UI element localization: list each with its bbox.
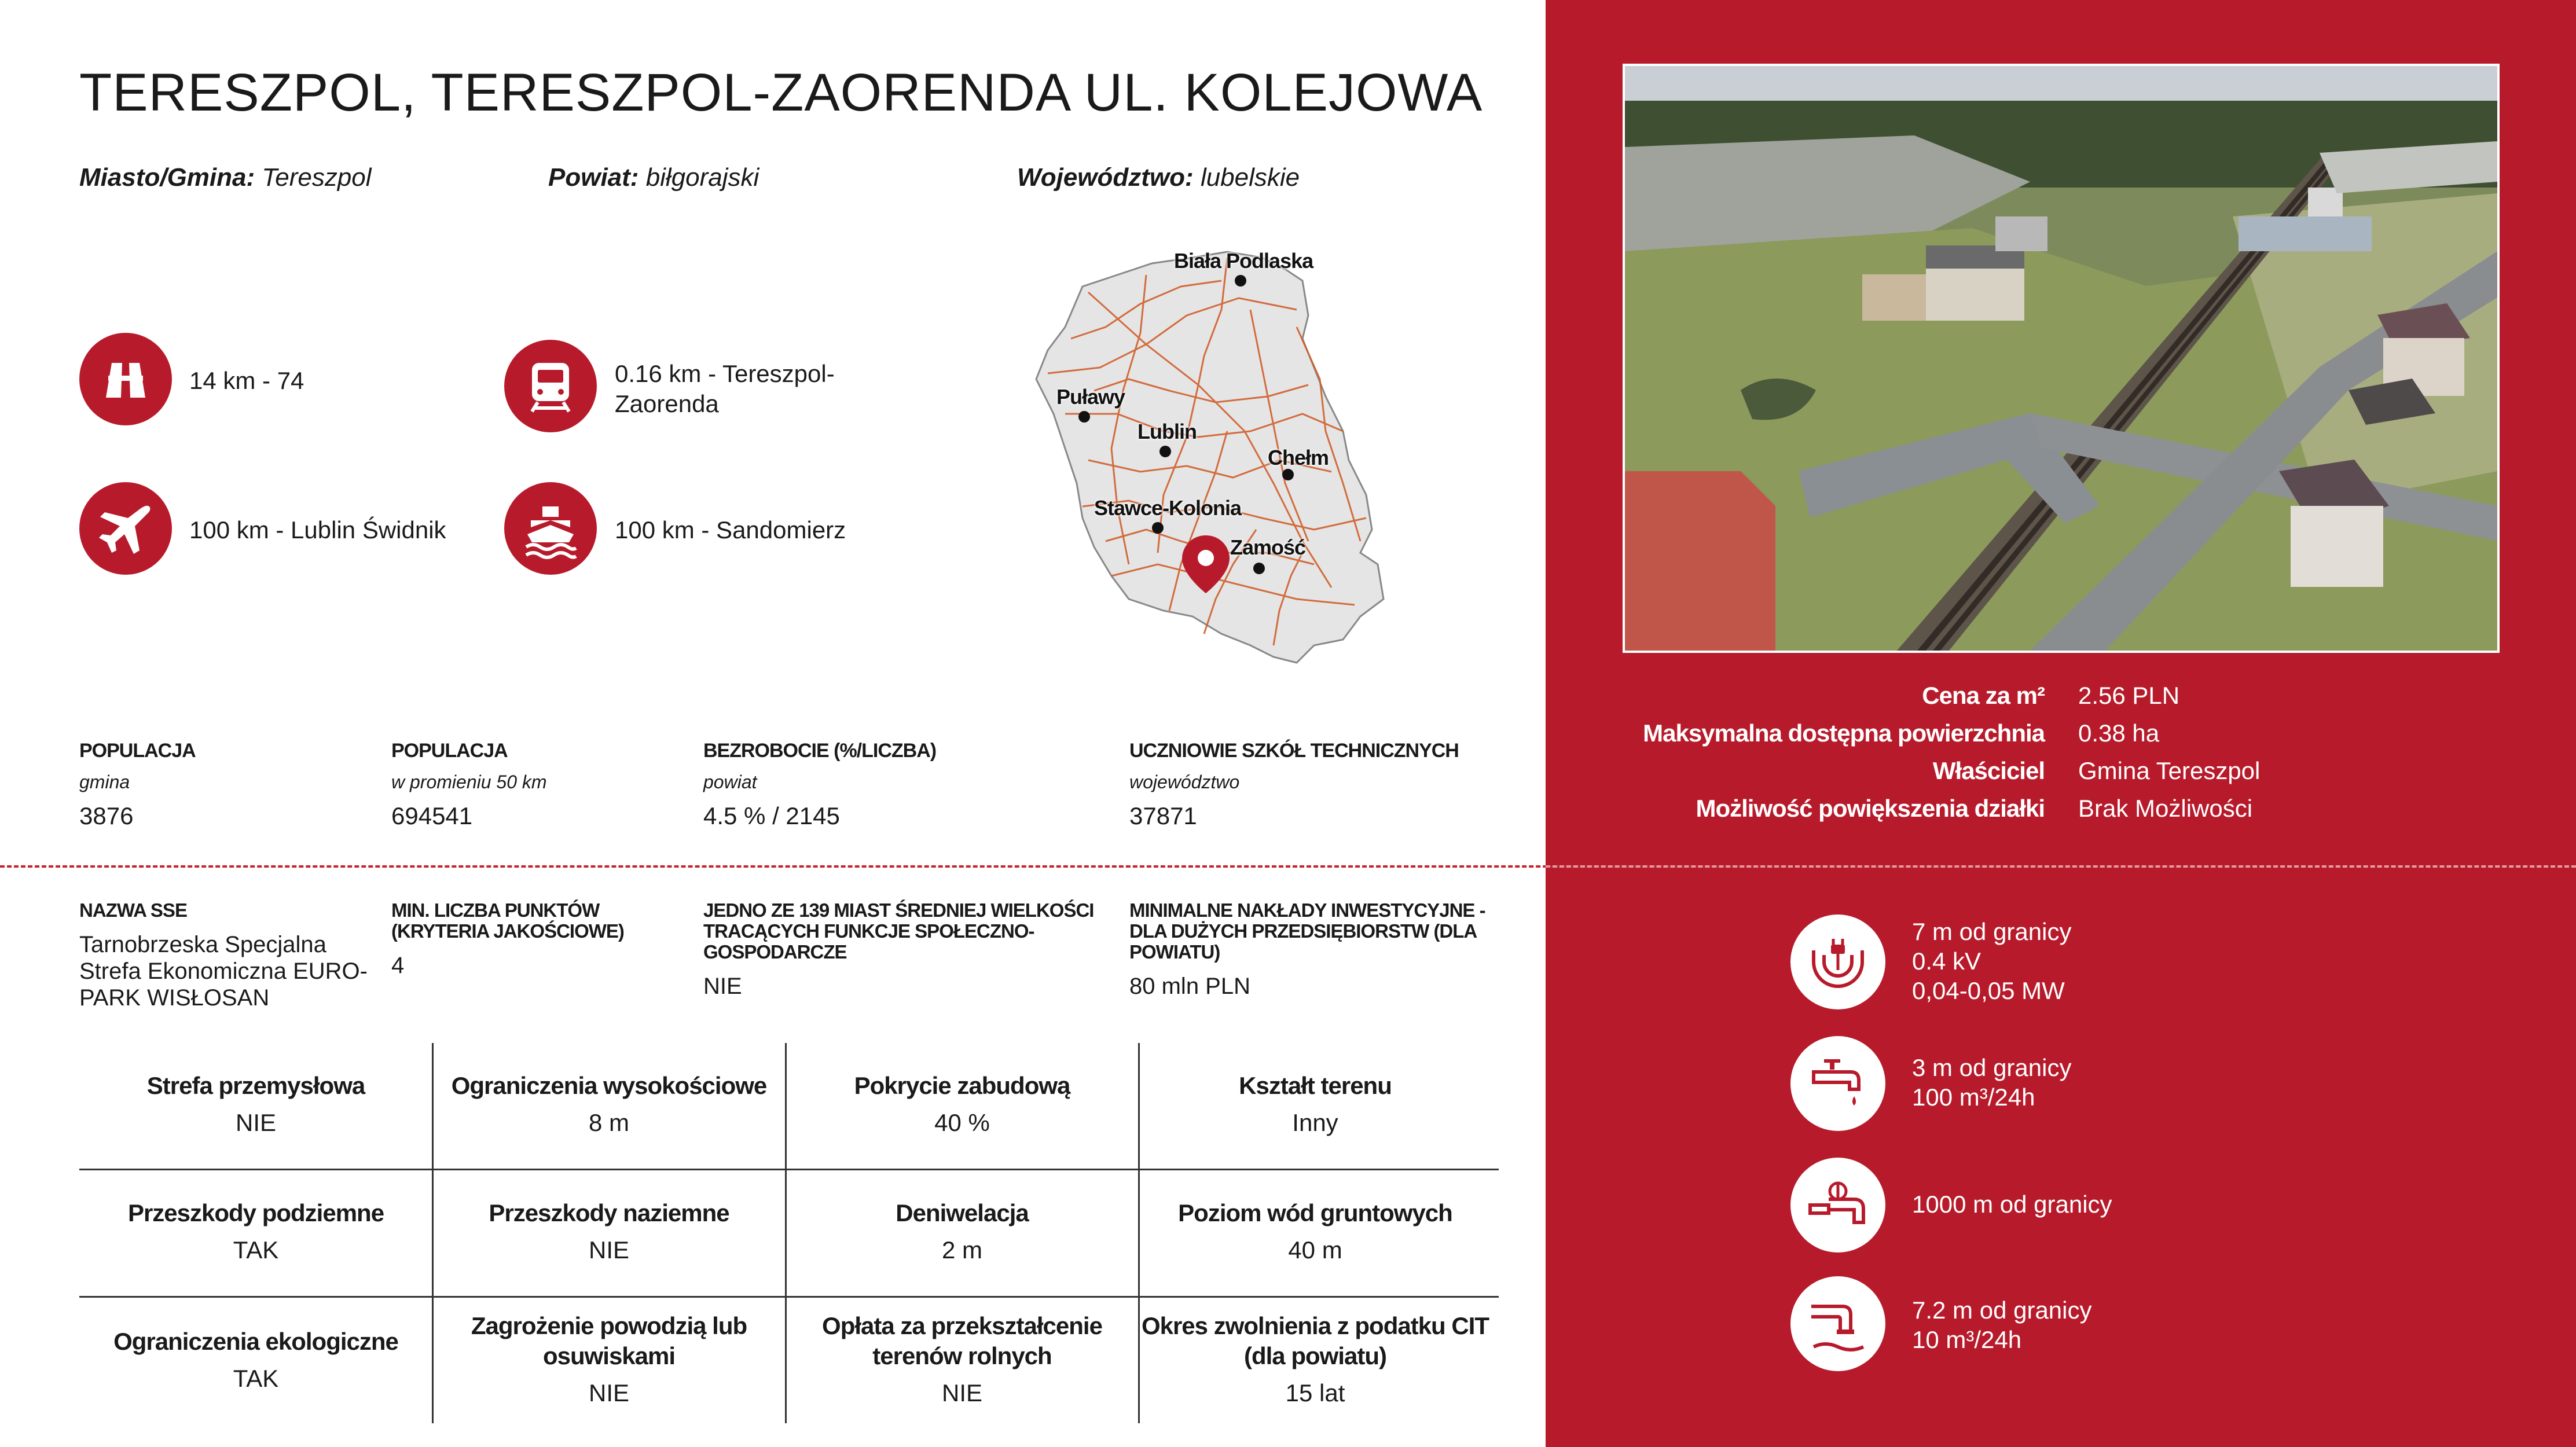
stat-value: 694541 <box>391 802 473 829</box>
utility-line: 1000 m od granicy <box>1912 1191 2112 1218</box>
param-label: Strefa przemysłowa <box>146 1072 365 1099</box>
param-value: NIE <box>588 1379 629 1406</box>
param-value: 40 % <box>934 1109 990 1136</box>
plot-expansion-value: Brak Możliwości <box>2078 795 2253 822</box>
param-agricultural-fee <box>786 1311 1139 1408</box>
utility-line: 10 m³/24h <box>1912 1326 2022 1353</box>
stat-value: 37871 <box>1129 802 1197 829</box>
sez-medium-cities <box>703 900 1109 1000</box>
utility-line: 0,04-0,05 MW <box>1912 977 2065 1004</box>
param-value: NIE <box>941 1379 982 1406</box>
plot-area-label: Maksymalna dostępna powierzchnia <box>1643 719 2045 747</box>
param-underground-obstacles <box>79 1198 432 1265</box>
sez-header: MIN. LICZBA PUNKTÓW (KRYTERIA JAKOŚCIOWE) <box>391 899 624 942</box>
transport-airport-text: 100 km - Lublin Świdnik <box>189 516 446 543</box>
utility-line: 0.4 kV <box>1912 947 1981 975</box>
sez-name <box>79 900 375 1011</box>
utility-line: 7 m od granicy <box>1912 918 2072 945</box>
param-label: Przeszkody naziemne <box>489 1199 729 1226</box>
sez-header: MINIMALNE NAKŁADY INWESTYCYJNE - DLA DUŻYCH PRZEDSIĘBIORSTW (DLA POWIATU) <box>1129 899 1485 963</box>
param-building-coverage <box>786 1071 1139 1138</box>
utility-line: 100 m³/24h <box>1912 1084 2035 1111</box>
city-stawce-kolonia: Stawce-Kolonia <box>1094 496 1242 520</box>
utility-line: 7.2 m od granicy <box>1912 1297 2092 1324</box>
param-value: TAK <box>233 1236 279 1264</box>
location-gmina <box>79 163 372 192</box>
electricity-socket-icon <box>1790 915 1885 1009</box>
water-tap-icon <box>1790 1036 1885 1131</box>
plot-expansion-label: Możliwość powiększenia działki <box>1696 795 2045 822</box>
sez-header: NAZWA SSE <box>79 899 187 921</box>
stat-unemployment <box>703 740 936 830</box>
param-height-limit <box>432 1071 786 1138</box>
param-label: Zagrożenie powodzią lub osuwiskami <box>471 1312 747 1369</box>
utility-sewage-text <box>1912 1295 2092 1354</box>
param-value: NIE <box>588 1236 629 1264</box>
wojewodztwo-value: lubelskie <box>1200 163 1300 192</box>
stat-header: POPULACJA <box>391 740 508 762</box>
aerial-photo <box>1623 64 2500 653</box>
param-label: Ograniczenia wysokościowe <box>451 1072 767 1099</box>
param-value: NIE <box>235 1109 276 1136</box>
page-title: TERESZPOL, TERESZPOL-ZAORENDA UL. KOLEJOWA <box>79 63 1483 122</box>
param-value: 15 lat <box>1285 1379 1345 1406</box>
param-label: Przeszkody podziemne <box>127 1199 384 1226</box>
grid-divider <box>79 1169 1499 1170</box>
sez-value: 4 <box>391 953 405 978</box>
location-powiat <box>548 163 759 192</box>
region-map-shape <box>1030 240 1389 669</box>
aerial-photo-illustration <box>1625 66 2497 651</box>
plot-area-value: 0.38 ha <box>2078 719 2160 747</box>
utility-water-text <box>1912 1053 2071 1112</box>
gmina-label: Miasto/Gmina: <box>79 163 255 192</box>
plot-owner-value: Gmina Tereszpol <box>2078 757 2261 784</box>
region-map <box>1030 240 1389 669</box>
sez-value: Tarnobrzeska Specjalna Strefa Ekonomiczna EURO-PARK WISŁOSAN <box>79 932 368 1011</box>
wojewodztwo-label: Województwo: <box>1017 163 1194 192</box>
gmina-value: Tereszpol <box>262 163 372 192</box>
param-value: Inny <box>1292 1109 1338 1136</box>
city-lublin: Lublin <box>1137 420 1197 443</box>
param-terrain-shape <box>1139 1071 1492 1138</box>
sez-header: JEDNO ZE 139 MIAST ŚREDNIEJ WIELKOŚCI TRACĄCYCH FUNKCJE SPOŁECZNO-GOSPODARCZE <box>703 899 1094 963</box>
powiat-value: biłgorajski <box>645 163 759 192</box>
ship-icon <box>504 482 597 575</box>
sez-min-points <box>391 900 687 979</box>
gas-pipe-icon <box>1790 1158 1885 1253</box>
sez-value: 80 mln PLN <box>1129 974 1250 999</box>
city-zamosc: Zamość <box>1230 535 1306 559</box>
param-groundwater-level <box>1139 1198 1492 1265</box>
stat-population-radius <box>391 740 547 830</box>
plot-price-value: 2.56 PLN <box>2078 682 2180 709</box>
param-label: Deniwelacja <box>896 1199 1029 1226</box>
param-label: Poziom wód gruntowych <box>1178 1199 1452 1226</box>
transport-motorway-text: 14 km - 74 <box>189 367 304 394</box>
plot-owner-label: Właściciel <box>1932 757 2045 784</box>
stat-students <box>1129 740 1459 830</box>
stat-header: POPULACJA <box>79 740 196 762</box>
stat-sub: powiat <box>703 772 757 792</box>
param-label: Pokrycie zabudową <box>854 1072 1070 1099</box>
section-divider-right <box>1546 865 2576 868</box>
param-value: 40 m <box>1288 1236 1342 1264</box>
city-biala-podlaska: Biała Podlaska <box>1174 249 1313 273</box>
stat-population-gmina <box>79 740 196 830</box>
plot-price-label: Cena za m² <box>1922 682 2045 709</box>
param-label: Opłata za przekształcenie terenów rolnych <box>822 1312 1102 1369</box>
utility-line: 3 m od granicy <box>1912 1054 2072 1081</box>
param-value: TAK <box>233 1365 279 1392</box>
utility-gas-text <box>1912 1189 2112 1219</box>
param-label: Ograniczenia ekologiczne <box>113 1328 398 1355</box>
city-pulawy: Puławy <box>1056 385 1125 409</box>
transport-port-text: 100 km - Sandomierz <box>615 516 846 543</box>
param-industrial-zone <box>79 1071 432 1138</box>
param-ecological-restrictions <box>79 1327 432 1394</box>
grid-divider <box>79 1296 1499 1298</box>
powiat-label: Powiat: <box>548 163 639 192</box>
stat-header: BEZROBOCIE (%/LICZBA) <box>703 740 937 762</box>
param-ground-obstacles <box>432 1198 786 1265</box>
train-icon <box>504 340 597 432</box>
sez-value: NIE <box>703 974 742 999</box>
param-value: 2 m <box>941 1236 982 1264</box>
param-elevation-difference <box>786 1198 1139 1265</box>
city-chelm: Chełm <box>1268 446 1329 469</box>
param-flood-risk <box>432 1311 786 1408</box>
stat-sub: w promieniu 50 km <box>391 772 547 792</box>
utility-electricity-text <box>1912 917 2071 1005</box>
stat-value: 4.5 % / 2145 <box>703 802 840 829</box>
transport-train-text: 0.16 km - Tereszpol-Zaorenda <box>615 360 835 417</box>
location-wojewodztwo <box>1017 163 1300 192</box>
stat-header: UCZNIOWIE SZKÓŁ TECHNICZNYCH <box>1129 740 1459 762</box>
param-cit-exemption <box>1139 1311 1492 1408</box>
param-label: Okres zwolnienia z podatku CIT (dla powiatu) <box>1141 1312 1489 1369</box>
param-label: Kształt terenu <box>1239 1072 1392 1099</box>
stat-sub: województwo <box>1129 772 1240 792</box>
param-value: 8 m <box>588 1109 629 1136</box>
stat-sub: gmina <box>79 772 130 792</box>
motorway-icon <box>79 333 172 425</box>
sez-min-investment <box>1129 900 1500 1000</box>
airplane-icon <box>79 482 172 575</box>
stat-value: 3876 <box>79 802 134 829</box>
sewage-pipe-icon <box>1790 1276 1885 1371</box>
